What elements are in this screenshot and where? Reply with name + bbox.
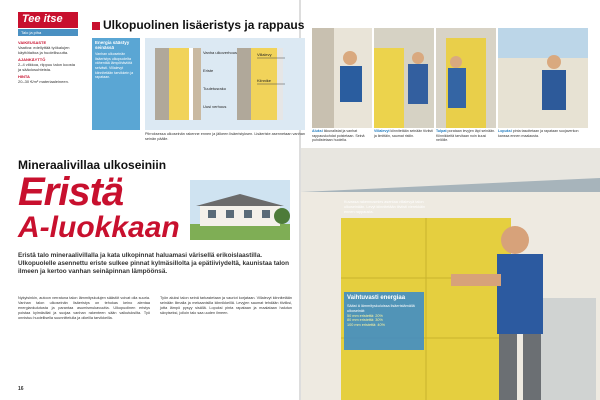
diagram-label: Eriste: [203, 68, 214, 73]
info-box: [18, 38, 78, 84]
photo-2-graphic: [374, 28, 434, 128]
main-photo: [301, 148, 600, 400]
info-label: AJANKÄYTTÖ: [18, 57, 46, 62]
energy-row: 50 mm eristettä: 20%: [347, 313, 383, 318]
headline-line-2: A-luokkaan: [18, 211, 180, 244]
info-label: HINTA: [18, 74, 30, 79]
energy-box-title: Vaihtuvasti energiaa: [347, 295, 406, 301]
info-text: Vaativa: edellyttää työkalujen käyttötaitoa ja huolellisuutta.: [18, 45, 70, 55]
blue-info-box: [92, 38, 140, 130]
section-title: [92, 18, 304, 32]
caption-lead: Tulpat: [436, 129, 447, 133]
house-photo-graphic: [190, 180, 290, 240]
photo-2: [374, 28, 434, 128]
photo-1: [312, 28, 372, 128]
caption-lead: Aluksi: [312, 129, 323, 133]
caption-text: porataan levyjen läpi seinään. Kiinnikkeitä tarvitaan noin kuusi neliölle.: [436, 129, 496, 143]
section-title-text: Ulkopuolinen lisäeristys ja rappaus: [103, 18, 305, 32]
diagram-label: Villalevy: [257, 52, 272, 57]
caption-lead: Villalevyt: [374, 129, 390, 133]
main-photo-caption: Kuvassa rakennusmies asentaa villalevyä talon ulkoseinään. Levyt kiinnitetään tiiviisti vierekkäin ennen rappausta.: [344, 200, 426, 214]
wall-diagram: [145, 38, 305, 130]
energy-row: 100 mm eristettä: 40%: [347, 323, 385, 328]
section-subtag: Talo ja piha: [18, 29, 78, 36]
photo-1-caption: [312, 129, 372, 143]
info-text: 20–30 €/m² materiaaleineen.: [18, 79, 69, 84]
body-column-1: Nykyisinkin, autoon verratuna talon lämmityskulujen säästöt voivat olla suuria. Vanhan talon ulkoseinän lisäeristys on tehokas keino alentaa energiankulutusta ja parantaa asumismukavuutta. Ulkopuolinen eristys poistaa kylmäsillat ja suojaa vanhan rakenteen sään vaikutuksilta. Työ onnistuu huolellisella suunnittelulla ja oikeilla tarvikkeilla.: [18, 296, 150, 320]
photo-2-caption: [374, 129, 434, 138]
energy-box-text: Sääst ä lämmityskuluissa lisäeristämällä ulkoseinät:: [347, 304, 415, 313]
photo-3-graphic: [436, 28, 496, 128]
energy-box: [344, 292, 424, 350]
energy-row: 80 mm eristettä: 30%: [347, 318, 383, 323]
diagram-label: Tuuletusrako: [203, 86, 226, 91]
title-marker-icon: [92, 22, 100, 30]
caption-text: pinta tasoitetaan ja rapataan suojaverkon kanssa ennen maalausta.: [498, 129, 579, 138]
body-column-2: Työn aluksi talon seinä tarkastetaan ja vauriot korjataan. Villalevyt kiinnitetään seinään liimalla ja mekaanisilla kiinnikkeillä. Levyjen saumat tehdään tiiviiksi, jotta lämpö pysyy sisällä. Lopuksi pinta rapataan ja maalataan halutun sävyiseksi, jolloin talo saa uuden ilmeen.: [160, 296, 292, 315]
article-lead: Eristä talo mineraalivillalla ja kata ulkopinnat haluamasi värisellä erikoislaastilla. Ulkopuolelle asennettu eriste sulkee pinnat kylmäsillolta ja epätiiviydeltä, kaunistaa talon ilmeen ja kertoo vanhan seinäpinnan lämpöönsä.: [18, 252, 289, 276]
section-tag: Tee itse: [18, 12, 78, 28]
info-label: VAIKEUSASTE: [18, 40, 47, 45]
photo-3: [436, 28, 496, 128]
diagram-label: Vanha ulkoverhous: [203, 50, 237, 55]
caption-lead: Lopuksi: [498, 129, 512, 133]
photo-3-caption: [436, 129, 496, 143]
caption-text: ikkunalistat ja vanhat rappauskohdat poistetaan. Seinä puhdistetaan huolella.: [312, 129, 365, 143]
article-kicker: Mineraalivillaa ulkoseiniin: [18, 158, 167, 172]
photo-4: [498, 28, 588, 128]
info-text: 2–4 viikkoa, riippuu talon koosta ja sääolosuhteista.: [18, 62, 75, 72]
caption-text: kiinnitetään seinään tiiviisti ja limittäin, saumat ristiin.: [374, 129, 433, 138]
house-photo: [190, 180, 290, 240]
blue-box-text: Vanhan ulkoseinän lisäeristys ulkopuolelta vähentää lämpöhäviötä selvästi. Villalevyt kiinnitetään tarvikkein ja rapataan.: [95, 52, 134, 80]
diagram-caption: Piirroksessa ulkoseinän rakenne ennen ja jälkeen lisäeristyksen. Lisäeriste asennetaan vanhan seinän päälle.: [145, 132, 305, 141]
page-number-left: 16: [18, 386, 24, 392]
diagram-label: Uusi verhous: [203, 104, 227, 109]
main-photo-graphic: [301, 148, 600, 400]
photo-4-caption: [498, 129, 588, 138]
blue-box-title: Energia säästyy seinässä: [95, 40, 130, 50]
diagram-label: Kiinnike: [257, 78, 272, 83]
headline-line-1: Eristä: [18, 170, 124, 214]
photo-1-graphic: [312, 28, 372, 128]
photo-4-graphic: [498, 28, 588, 128]
